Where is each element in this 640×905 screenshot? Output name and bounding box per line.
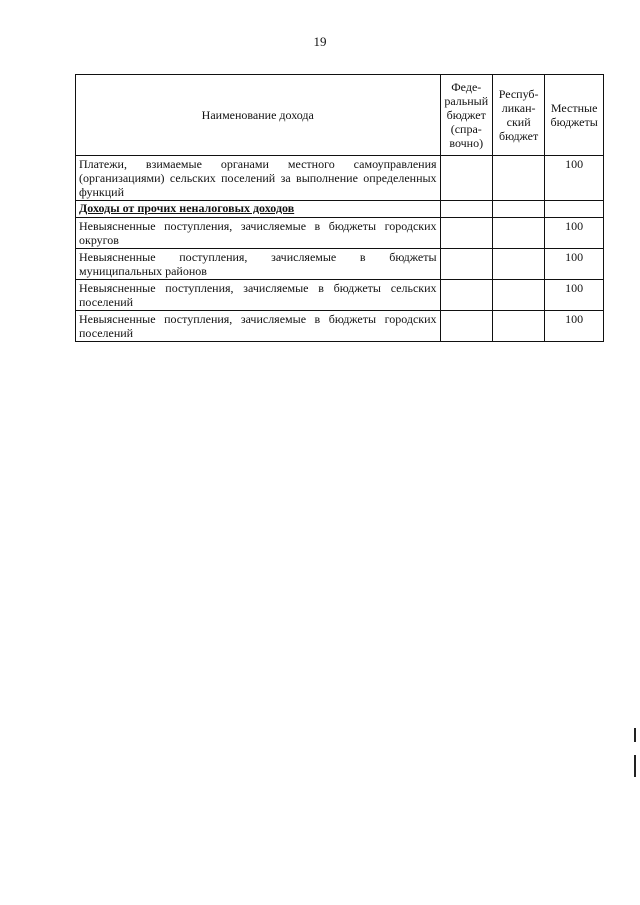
row-federal-share xyxy=(440,218,492,249)
row-revenue-name: Платежи, взимаемые органами местного самоуправления (организациями) сельских поселений за выполнение определенных функций xyxy=(76,156,441,201)
scan-margin-mark xyxy=(634,755,636,777)
header-republic-budget xyxy=(492,75,544,156)
row-federal-share xyxy=(440,156,492,201)
table-row xyxy=(76,218,604,249)
row-local-share: 100 xyxy=(545,280,604,311)
header-local-line: Местные xyxy=(550,101,598,115)
row-local-share: 100 xyxy=(545,156,604,201)
table-row xyxy=(76,311,604,342)
header-federal-line: Феде- xyxy=(451,80,482,94)
table-row xyxy=(76,280,604,311)
header-republic-line: Респуб- xyxy=(498,87,539,101)
row-republic-share xyxy=(492,156,544,201)
row-republic-share xyxy=(492,311,544,342)
header-federal-line: (спра- xyxy=(450,122,482,136)
header-revenue-name: Наименование дохода xyxy=(76,75,441,156)
header-republic-line: ликан- xyxy=(501,101,536,115)
revenue-distribution-table xyxy=(75,74,604,342)
table-row xyxy=(76,249,604,280)
header-federal-line: вочно) xyxy=(449,136,484,150)
row-republic-share xyxy=(492,280,544,311)
table-row xyxy=(76,156,604,201)
header-local-line: бюджеты xyxy=(550,115,598,129)
row-federal-share xyxy=(440,249,492,280)
row-local-share: 100 xyxy=(545,249,604,280)
row-revenue-name: Невыясненные поступления, зачисляемые в бюджеты городских поселений xyxy=(76,311,441,342)
header-republic-line: бюджет xyxy=(498,129,539,143)
page-number: 19 xyxy=(313,34,327,49)
row-federal-share xyxy=(440,280,492,311)
header-federal-line: бюджет xyxy=(446,108,486,122)
row-local-share: 100 xyxy=(545,311,604,342)
row-federal-share xyxy=(440,311,492,342)
row-republic-share xyxy=(492,201,544,218)
header-federal-budget xyxy=(440,75,492,156)
header-federal-line: ральный xyxy=(444,94,489,108)
row-local-share: 100 xyxy=(545,218,604,249)
row-federal-share xyxy=(440,201,492,218)
table-header-row xyxy=(76,75,604,156)
row-local-share xyxy=(545,201,604,218)
table-section-row xyxy=(76,201,604,218)
row-revenue-name: Невыясненные поступления, зачисляемые в бюджеты муниципальных районов xyxy=(76,249,441,280)
header-local-budgets xyxy=(545,75,604,156)
row-republic-share xyxy=(492,218,544,249)
header-republic-line: ский xyxy=(506,115,531,129)
section-title: Доходы от прочих неналоговых доходов xyxy=(76,201,441,218)
scan-margin-mark xyxy=(634,728,636,742)
row-republic-share xyxy=(492,249,544,280)
row-revenue-name: Невыясненные поступления, зачисляемые в бюджеты сельских поселений xyxy=(76,280,441,311)
row-revenue-name: Невыясненные поступления, зачисляемые в бюджеты городских округов xyxy=(76,218,441,249)
